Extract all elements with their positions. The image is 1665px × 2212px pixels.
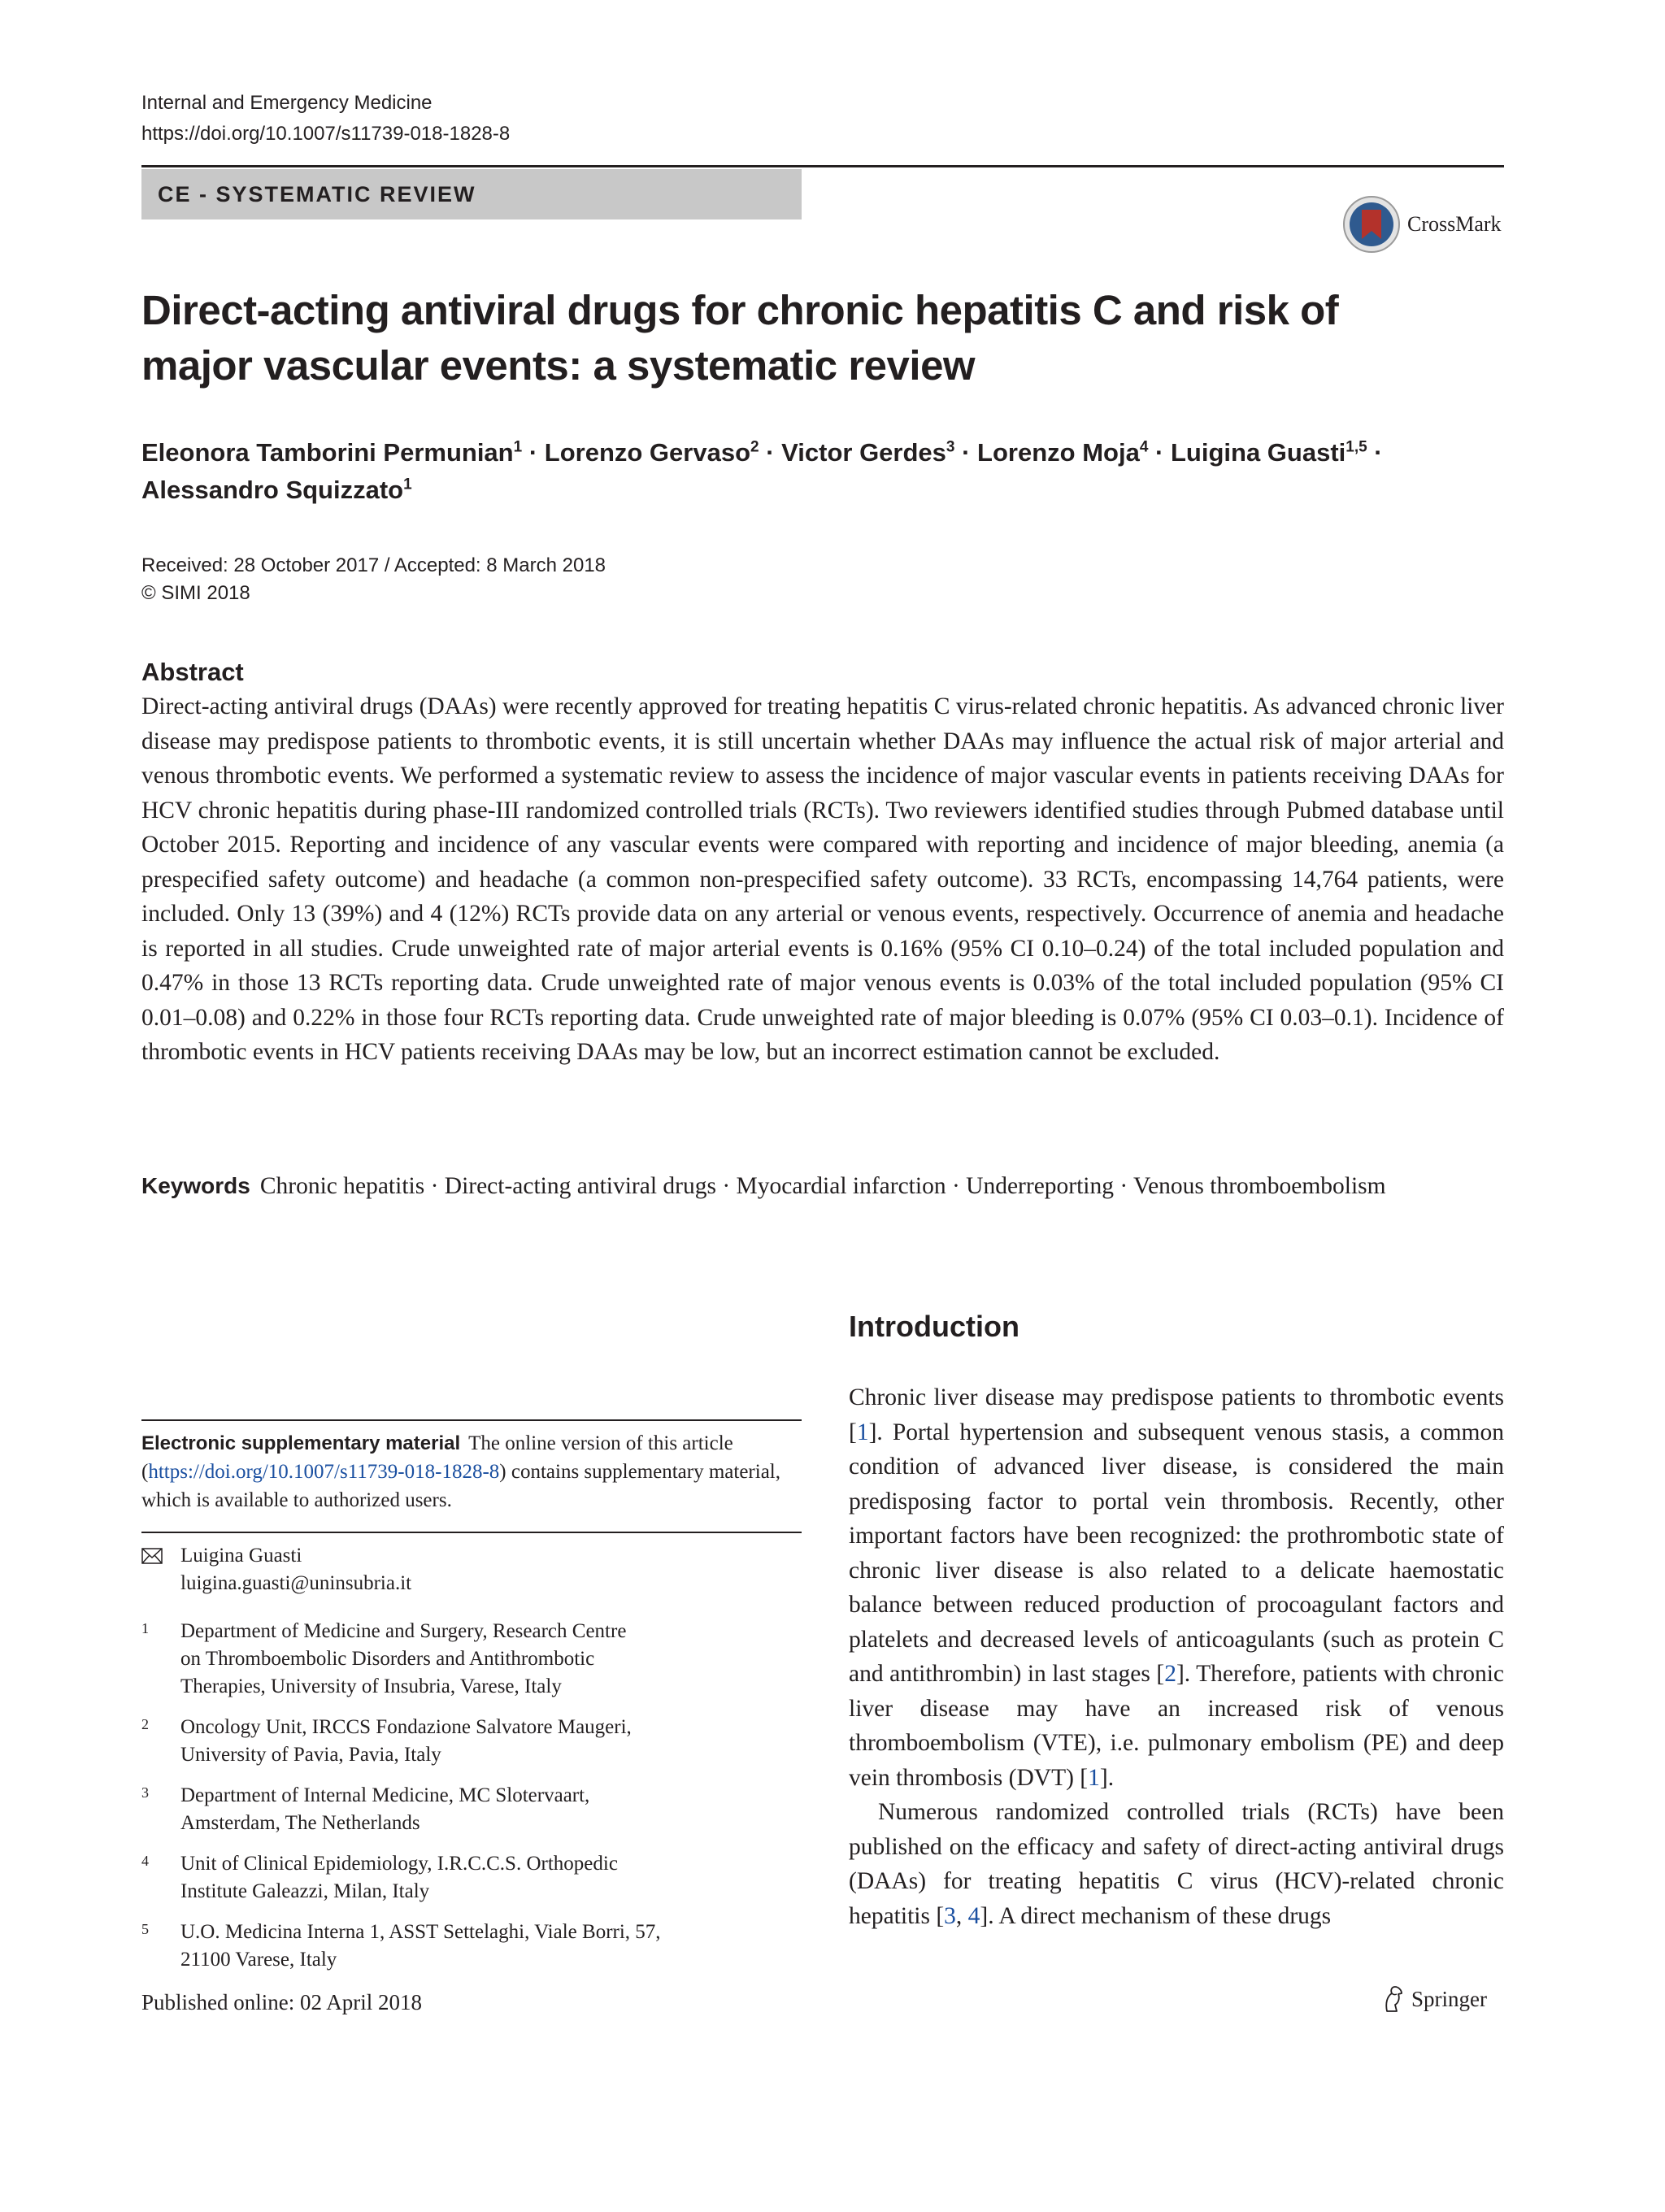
author [1171, 438, 1367, 467]
citation-link[interactable]: 1 [1088, 1764, 1100, 1791]
affiliation-line: U.O. Medicina Interna 1, ASST Settelaghi, Viale Borri, 57, [180, 1921, 661, 1943]
affiliation-line: on Thromboembolic Disorders and Antithrombotic [180, 1648, 595, 1670]
affiliation-item [141, 1714, 802, 1769]
affiliation-number: 3 [141, 1784, 149, 1801]
author [141, 438, 522, 467]
author [781, 438, 954, 467]
publisher-name: Springer [1411, 1986, 1487, 2011]
author-separator: · [1367, 438, 1383, 467]
affiliation-line: 21100 Varese, Italy [180, 1949, 337, 1971]
envelope-icon [141, 1548, 163, 1564]
affiliations [141, 1618, 802, 1987]
footnote-rule [141, 1419, 802, 1421]
author-affiliation-number: 4 [1139, 438, 1149, 456]
crossmark-badge[interactable] [1342, 195, 1502, 254]
author-name: Eleonora Tamborini Permunian [141, 438, 514, 467]
header-rule [141, 165, 1504, 167]
springer-horse-icon [1382, 1985, 1405, 2013]
author-name: Lorenzo Moja [977, 438, 1140, 467]
introduction-body [849, 1380, 1504, 1933]
introduction-heading: Introduction [849, 1310, 1019, 1343]
article-doi[interactable]: https://doi.org/10.1007/s11739-018-1828-8 [141, 123, 511, 145]
author-name: Luigina Guasti [1170, 438, 1346, 467]
published-online: Published online: 02 April 2018 [141, 1990, 423, 2014]
author-name: Victor Gerdes [781, 438, 946, 467]
author [545, 438, 759, 467]
author-affiliation-number: 1 [513, 438, 523, 456]
journal-name: Internal and Emergency Medicine [141, 92, 433, 114]
affiliation-number: 4 [141, 1853, 149, 1869]
crossmark-label: CrossMark [1407, 212, 1502, 236]
correspondence-email[interactable]: luigina.guasti@uninsubria.it [180, 1572, 412, 1594]
affiliation-number: 5 [141, 1921, 149, 1937]
intro-paragraph-1: Chronic liver disease may predispose patients to thrombotic events [1]. Portal hypertension and subsequent venous stasis, a common condition of advanced liver disease, is considered the main predisposing factor to portal vein thrombosis. Recently, other important factors have been recognized: the prothrombotic state of chronic liver disease is also related to a delicate haemostatic balance between reduced production of procoagulant factors and platelets and decreased levels of anticoagulants (such as protein C and antithrombin) in last stages [2]. Therefore, patients with chronic liver disease may have an increased risk of venous thromboembolism (VTE), i.e. pulmonary embolism (PE) and deep vein thrombosis (DVT) [1]. [849, 1384, 1504, 1791]
affiliation-number: 2 [141, 1716, 149, 1732]
affiliation-line: University of Pavia, Pavia, Italy [180, 1744, 441, 1766]
supplementary-material-note: Electronic supplementary material The online version of this article (https://doi.org/10.1007/s11739-018-1828-8) contains supplementary material, which is available to authorized users. [141, 1432, 780, 1511]
affiliation-line: Department of Internal Medicine, MC Slotervaart, [180, 1784, 590, 1806]
affiliation-line: Oncology Unit, IRCCS Fondazione Salvatore Maugeri, [180, 1716, 632, 1738]
affiliation-line: Amsterdam, The Netherlands [180, 1812, 420, 1834]
esm-label: Electronic supplementary material [141, 1432, 461, 1454]
author-affiliation-number: 2 [750, 438, 759, 456]
affiliation-item [141, 1782, 802, 1837]
author-separator: · [1148, 438, 1171, 467]
received-dates: Received: 28 October 2017 / Accepted: 8 March 2018 [141, 554, 606, 576]
copyright-notice: © SIMI 2018 [141, 582, 250, 604]
correspondence-name: Luigina Guasti [180, 1545, 302, 1567]
esm-link[interactable]: https://doi.org/10.1007/s11739-018-1828-8 [148, 1461, 500, 1483]
author-affiliation-number: 1,5 [1345, 438, 1367, 456]
affiliation-line: Therapies, University of Insubria, Varese, Italy [180, 1675, 562, 1697]
abstract-body: Direct-acting antiviral drugs (DAAs) were recently approved for treating hepatitis C virus-related chronic hepatitis. As advanced chronic liver disease may predispose patients to thrombotic events, it is still uncertain whether DAAs may influence the actual risk of major arterial and venous thrombotic events. We performed a systematic review to assess the incidence of major vascular events in patients receiving DAAs for HCV chronic hepatitis during phase-III randomized controlled trials (RCTs). Two reviewers identified studies through Pubmed database until October 2015. Reporting and incidence of any vascular events were compared with reporting and incidence of major bleeding, anemia (a prespecified safety outcome) and headache (a common non-prespecified safety outcome). 33 RCTs, encompassing 14,764 patients, were included. Only 13 (39%) and 4 (12%) RCTs provide data on any arterial or venous events, respectively. Occurrence of anemia and headache is reported in all studies. Crude unweighted rate of major arterial events is 0.16% (95% CI 0.10–0.24) of the total included population and 0.47% in those 13 RCTs reporting data. Crude unweighted rate of major venous events is 0.03% of the total included population (95% CI 0.01–0.08) and 0.22% in those four RCTs reporting data. Crude unweighted rate of major bleeding is 0.07% (95% CI 0.03–0.1). Incidence of thrombotic events in HCV patients receiving DAAs may be low, but an incorrect estimation cannot be excluded. [141, 693, 1504, 1065]
article-title: Direct-acting antiviral drugs for chronic hepatitis C and risk of major vascular events: a systematic review [141, 287, 1339, 389]
affiliation-line: Unit of Clinical Epidemiology, I.R.C.C.S. Orthopedic [180, 1853, 618, 1875]
keywords [141, 1169, 1442, 1204]
citation-link[interactable]: 2 [1164, 1661, 1176, 1687]
citation-link[interactable]: 1 [856, 1419, 869, 1445]
author-affiliation-number: 3 [946, 438, 955, 456]
author-separator: · [954, 438, 978, 467]
intro-paragraph-2: Numerous randomized controlled trials (RCTs) have been published on the efficacy and safety of direct-acting antiviral drugs (DAAs) for treating hepatitis C virus (HCV)-related chronic hepatitis [3, 4]. A direct mechanism of these drugs [849, 1799, 1504, 1929]
affiliation-line: Institute Galeazzi, Milan, Italy [180, 1880, 430, 1902]
section-label: CE - SYSTEMATIC REVIEW [141, 169, 802, 219]
author-separator: · [522, 438, 545, 467]
affiliation-item [141, 1850, 802, 1906]
keywords-text: Chronic hepatitis · Direct-acting antiviral drugs · Myocardial infarction · Underreporting · Venous thromboembolism [259, 1173, 1386, 1199]
author-name: Alessandro Squizzato [141, 476, 404, 504]
affiliation-item [141, 1618, 802, 1701]
author-name: Lorenzo Gervaso [544, 438, 751, 467]
crossmark-icon [1342, 195, 1401, 254]
author-separator: · [759, 438, 782, 467]
footnote-rule [141, 1532, 802, 1533]
affiliation-line: Department of Medicine and Surgery, Research Centre [180, 1620, 627, 1642]
author-list [141, 434, 1442, 509]
author [141, 476, 412, 504]
springer-logo [1382, 1985, 1487, 2013]
author-affiliation-number: 1 [403, 476, 412, 493]
citation-link[interactable]: 4 [967, 1902, 980, 1929]
affiliation-item [141, 1919, 802, 1974]
keywords-label: Keywords [141, 1173, 250, 1198]
author [977, 438, 1148, 467]
abstract-heading: Abstract [141, 658, 244, 686]
affiliation-number: 1 [141, 1620, 149, 1636]
citation-link[interactable]: 3 [944, 1902, 956, 1929]
